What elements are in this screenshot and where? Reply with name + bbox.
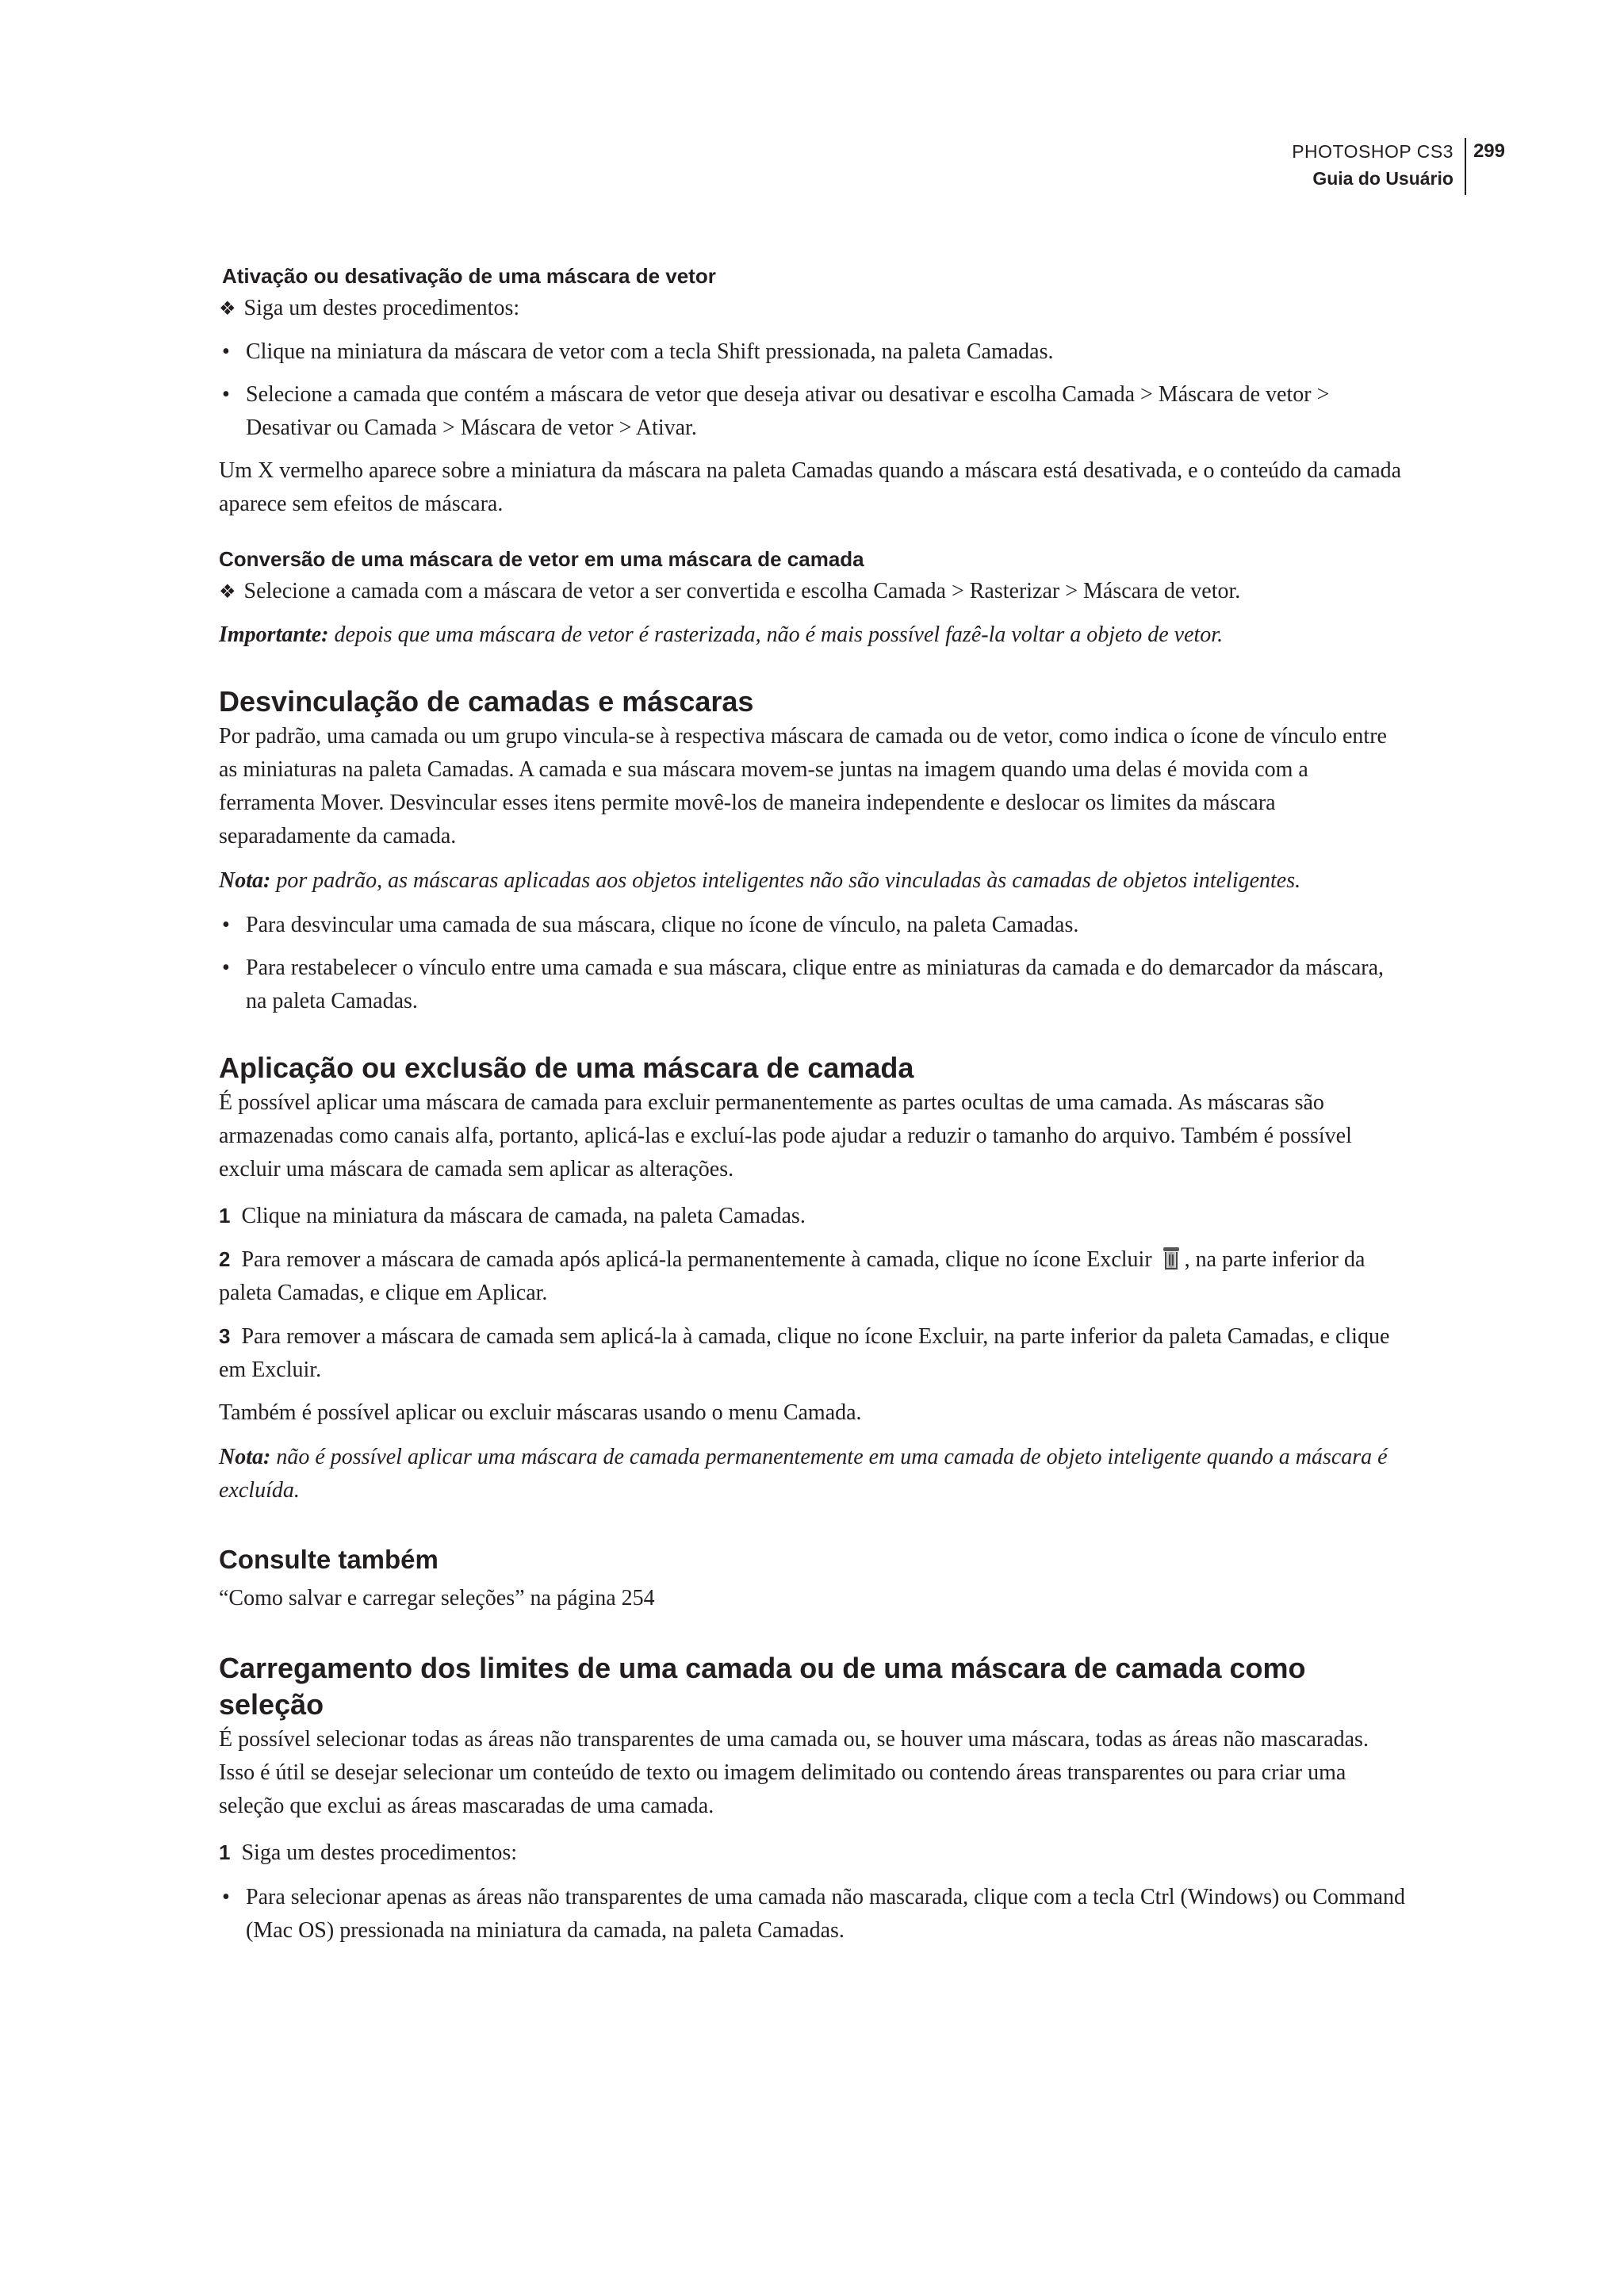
page-number: 299: [1465, 138, 1505, 195]
diamond-bullet-icon: ❖: [219, 582, 236, 603]
list-item-text: Para restabelecer o vínculo entre uma camada e sua máscara, clique entre as miniaturas da camada e do demarcador da máscara, na paleta Camadas.: [246, 956, 1385, 1013]
see-also-heading: Consulte também: [219, 1545, 439, 1574]
step-number: 3: [219, 1324, 231, 1348]
product-name: PHOTOSHOP CS3: [1292, 141, 1454, 162]
section-heading-vector-mask-toggle: Ativação ou desativação de uma máscara de vetor: [222, 264, 716, 288]
step-text: Para remover a máscara de camada após aplicá-la permanentemente à camada, clique no ícone Excluir: [241, 1247, 1152, 1272]
list-item-text: Selecione a camada que contém a máscara de vetor que deseja ativar ou desativar e escolha Camada > Máscara de vetor > Desativar ou Camada > Máscara de vetor > Ativar.: [246, 382, 1330, 440]
bullet-icon: •: [222, 1885, 230, 1909]
step-number: 2: [219, 1247, 231, 1271]
numbered-step: [219, 1199, 1408, 1233]
instruction-text: Siga um destes procedimentos:: [243, 296, 520, 320]
bullet-icon: •: [222, 956, 230, 980]
note-text: por padrão, as máscaras aplicadas aos objetos inteligentes não são vinculadas às camadas de objetos inteligentes.: [270, 868, 1301, 893]
numbered-step: [219, 1243, 1408, 1310]
important-label: Importante:: [219, 622, 329, 647]
important-text: depois que uma máscara de vetor é rasterizada, não é mais possível fazê-la voltar a objeto de vetor.: [328, 622, 1224, 647]
note: [219, 864, 1408, 898]
note-label: Nota:: [219, 868, 271, 893]
guide-name: Guia do Usuário: [1312, 168, 1454, 189]
step-number: 1: [219, 1840, 231, 1864]
list-item-text: Para selecionar apenas as áreas não transparentes de uma camada não mascarada, clique com a tecla Ctrl (Windows) ou Command (Mac OS) pressionada na miniatura da camada, na paleta Camadas.: [246, 1885, 1406, 1943]
paragraph: Por padrão, uma camada ou um grupo vincula-se à respectiva máscara de camada ou de vetor, como indica o ícone de vínculo entre as miniaturas na paleta Camadas. A camada e sua máscara movem-se juntas na imagem quando uma delas é movida com a ferramenta Mover. Desvincular esses itens permite movê-los de maneira independente e deslocar os limites da máscara separadamente da camada.: [219, 724, 1387, 848]
numbered-step: [219, 1319, 1408, 1387]
list-item: [219, 1881, 1408, 1947]
paragraph: É possível aplicar uma máscara de camada para excluir permanentemente as partes ocultas de uma camada. As máscaras são armazenadas como canais alfa, portanto, aplicá-las e excluí-las pode ajudar a reduzir o tamanho do arquivo. Também é possível excluir uma máscara de camada sem aplicar as alterações.: [219, 1090, 1352, 1181]
note-label: Nota:: [219, 1445, 271, 1469]
step-text: Siga um destes procedimentos:: [241, 1840, 518, 1865]
bullet-icon: •: [222, 339, 230, 364]
see-also-link[interactable]: “Como salvar e carregar seleções” na página 254: [219, 1586, 655, 1610]
bullet-icon: •: [222, 382, 230, 407]
list-item: [219, 952, 1408, 1018]
instruction-text: Selecione a camada com a máscara de vetor a ser convertida e escolha Camada > Rasterizar > Máscara de vetor.: [243, 579, 1241, 603]
important-note: [219, 618, 1408, 652]
step-text: Para remover a máscara de camada sem aplicá-la à camada, clique no ícone Excluir, na parte inferior da paleta Camadas, e clique em Excluir.: [219, 1324, 1390, 1382]
list-item-text: Para desvincular uma camada de sua máscara, clique no ícone de vínculo, na paleta Camadas.: [246, 913, 1079, 937]
section-heading-load-selection: Carregamento dos limites de uma camada ou de uma máscara de camada como seleção: [219, 1652, 1306, 1721]
bullet-icon: •: [222, 913, 230, 937]
step-text-continued: , na parte inferior da paleta Camadas, e clique em Aplicar.: [219, 1247, 1365, 1305]
section-heading-unlink: Desvinculação de camadas e máscaras: [219, 685, 754, 718]
list-item-text: Clique na miniatura da máscara de vetor com a tecla Shift pressionada, na paleta Camadas.: [246, 339, 1054, 364]
section-heading-apply-delete-mask: Aplicação ou exclusão de uma máscara de camada: [219, 1051, 914, 1084]
list-item: [219, 909, 1408, 942]
note-text: não é possível aplicar uma máscara de camada permanentemente em uma camada de objeto inteligente quando a máscara é excluída.: [219, 1445, 1388, 1503]
trash-icon: [1161, 1246, 1182, 1271]
list-item: [219, 335, 1408, 369]
instruction-line: [219, 575, 1408, 609]
diamond-bullet-icon: ❖: [219, 299, 236, 320]
paragraph: Um X vermelho aparece sobre a miniatura da máscara na paleta Camadas quando a máscara está desativada, e o conteúdo da camada aparece sem efeitos de máscara.: [219, 458, 1402, 516]
paragraph: É possível selecionar todas as áreas não transparentes de uma camada ou, se houver uma máscara, todas as áreas não mascaradas. Isso é útil se desejar selecionar um conteúdo de texto ou imagem delimitado ou contendo áreas transparentes ou para criar uma seleção que exclui as áreas mascaradas de uma camada.: [219, 1727, 1369, 1818]
step-number: 1: [219, 1204, 231, 1227]
list-item: [219, 378, 1408, 445]
header-meta: [1292, 138, 1465, 192]
paragraph: Também é possível aplicar ou excluir máscaras usando o menu Camada.: [219, 1400, 862, 1425]
step-text: Clique na miniatura da máscara de camada, na paleta Camadas.: [241, 1204, 806, 1228]
numbered-step: [219, 1836, 1408, 1870]
page-header: [1292, 138, 1505, 195]
section-heading-vector-to-layer-mask: Conversão de uma máscara de vetor em uma máscara de camada: [219, 547, 864, 571]
note: [219, 1441, 1408, 1507]
instruction-line: [219, 292, 1408, 326]
page-content: [219, 262, 1408, 1947]
